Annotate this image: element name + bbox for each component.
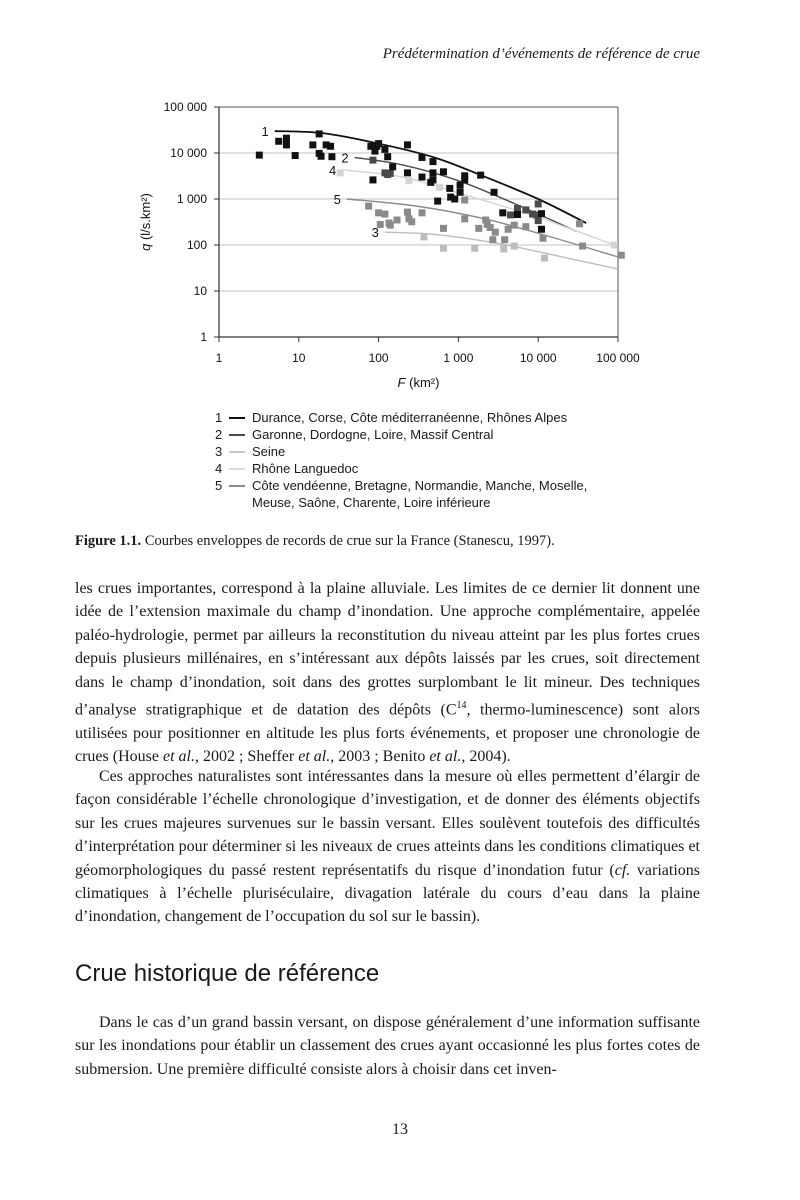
- data-point-series-5: [404, 209, 411, 216]
- superscript: 14: [456, 700, 467, 712]
- data-point-series-1: [461, 176, 468, 183]
- figure-caption: [75, 533, 555, 550]
- legend-item-2: [215, 426, 587, 443]
- curve-label-5: 5: [333, 192, 341, 207]
- data-point-series-5: [475, 225, 482, 232]
- legend-item-1: [215, 409, 587, 426]
- curve-label-2: 2: [341, 150, 349, 166]
- flood-record-chart: [0, 90, 800, 410]
- section-title: Crue historique de référence: [75, 960, 380, 987]
- running-head: Prédétermination d’événements de référence de crue: [382, 46, 700, 62]
- data-point-series-1: [419, 154, 426, 161]
- data-point-series-1: [256, 152, 263, 159]
- data-point-series-5: [522, 223, 529, 230]
- data-point-series-1: [318, 153, 325, 160]
- legend-item-3: [215, 443, 587, 460]
- envelope-curve-4: [342, 170, 614, 245]
- data-point-series-1: [429, 158, 436, 165]
- data-point-series-1: [514, 211, 521, 218]
- data-point-series-1: [283, 141, 290, 148]
- data-point-series-4: [436, 184, 443, 191]
- data-point-series-1: [404, 169, 411, 176]
- data-point-series-1: [292, 152, 299, 159]
- paragraph-2: [75, 765, 700, 929]
- data-point-series-5: [501, 236, 508, 243]
- text-run: variations climatiques à l’échelle pluriséculaire, divagation latérale du cours d’eau dans la plaine d’inondation, changement de l’occupation du sol sur le bassin).: [75, 861, 701, 926]
- gridlines: [219, 153, 618, 291]
- curve-label-3: 3: [371, 225, 379, 241]
- legend-label: Côte vendéenne, Bretagne, Normandie, Manche, Moselle,: [252, 478, 588, 493]
- data-point-series-1: [429, 169, 436, 176]
- data-point-series-2: [507, 211, 514, 218]
- data-point-series-2: [369, 157, 376, 164]
- y-tick-label: 100 000: [163, 100, 207, 114]
- legend-number: 4: [215, 461, 223, 476]
- legend-label-continued: Meuse, Saône, Charente, Loire inférieure: [252, 495, 491, 510]
- data-point-series-1: [404, 141, 411, 148]
- data-point-series-1: [384, 153, 391, 160]
- data-point-series-5: [381, 211, 388, 218]
- figure-label: Figure 1.1.: [75, 533, 142, 549]
- legend-item-5: [215, 477, 587, 494]
- data-point-series-1: [283, 135, 290, 142]
- data-point-series-1: [275, 138, 282, 145]
- data-point-series-3: [440, 245, 447, 252]
- data-point-series-1: [369, 176, 376, 183]
- data-point-series-5: [408, 218, 415, 225]
- text-run: Dans le cas d’un grand bassin versant, on dispose généralement d’une information suffisante sur les inondations pour établir un classement des crues ayant occasionné les plus fortes cotes de submersion. Une première difficulté consiste alors à choisir dans cet inven-: [75, 1014, 700, 1078]
- legend-number: 2: [215, 427, 223, 442]
- data-point-series-5: [505, 226, 512, 233]
- x-tick-label: 10: [292, 351, 306, 365]
- data-point-series-5: [419, 209, 426, 216]
- data-point-series-3: [541, 255, 548, 262]
- legend-label: Durance, Corse, Côte méditerranéenne, Rhônes Alpes: [252, 410, 568, 425]
- data-point-series-5: [393, 216, 400, 223]
- data-point-series-3: [500, 245, 507, 252]
- data-point-series-1: [446, 185, 453, 192]
- data-point-series-1: [499, 209, 506, 216]
- italic-etal: et al.: [162, 748, 195, 766]
- italic-etal: et al.: [298, 748, 331, 766]
- page-number: 13: [392, 1121, 408, 1138]
- data-point-series-5: [492, 229, 499, 236]
- text-run: , 2004).: [461, 748, 511, 766]
- legend-item-4: [215, 460, 587, 477]
- text-run: , 2002 ; Sheffer: [194, 748, 299, 766]
- data-point-series-1: [309, 141, 316, 148]
- legend-line-swatch: [229, 485, 245, 487]
- paragraph-1: [75, 577, 700, 769]
- data-point-series-4: [337, 169, 344, 176]
- curve-label-4: 4: [328, 162, 337, 178]
- data-point-series-2: [535, 200, 542, 207]
- x-tick-label: 1 000: [443, 351, 474, 365]
- data-point-series-1: [389, 163, 396, 170]
- data-point-series-1: [440, 168, 447, 175]
- data-point-series-1: [434, 198, 441, 205]
- data-point-series-5: [375, 209, 382, 216]
- data-point-series-5: [579, 243, 586, 250]
- data-point-series-2: [514, 205, 521, 212]
- data-point-series-1: [451, 196, 458, 203]
- data-point-series-5: [576, 220, 583, 227]
- legend-line-swatch: [229, 468, 245, 470]
- data-point-series-1: [327, 143, 334, 150]
- caption-text: Courbes enveloppes de records de crue sur la France (Stanescu, 1997).: [141, 533, 555, 549]
- chart-legend: [215, 409, 587, 511]
- data-point-series-5: [540, 235, 547, 242]
- data-point-series-3: [471, 245, 478, 252]
- data-point-series-5: [511, 222, 518, 229]
- data-point-series-2: [387, 170, 394, 177]
- data-point-series-5: [387, 222, 394, 229]
- legend-label: Seine: [252, 444, 286, 459]
- legend-line-swatch: [229, 451, 245, 453]
- legend-number: 3: [215, 444, 223, 459]
- y-axis-label: q (l/s.km²): [138, 193, 153, 251]
- data-point-series-3: [420, 233, 427, 240]
- y-tick-label: 10: [193, 284, 207, 298]
- data-point-series-2: [535, 217, 542, 224]
- data-point-series-1: [419, 174, 426, 181]
- legend-label: Garonne, Dordogne, Loire, Massif Central: [252, 427, 494, 442]
- data-point-series-5: [489, 236, 496, 243]
- data-point-series-1: [328, 153, 335, 160]
- data-point-series-5: [461, 197, 468, 204]
- data-point-series-1: [316, 130, 323, 137]
- text-run: les crues importantes, correspond à la plaine alluviale. Les limites de ce dernier lit donnent une idée de l’extension maximale du champ d’inondation. Une approche complémentaire, appelée paléo-hydrologie, permet par ailleurs la reconstitution du niveau atteint par les plus fortes crues depuis plusieurs millénaires, en s’intéressant aux dépôts laissés par les crues, soit directement dans le champ d’inondation, soit dans des grottes surplombant le lit mineur. Des techniques d’analyse stratigraphique et de datation des dépôts (C: [75, 580, 700, 719]
- y-tick-label: 10 000: [170, 146, 207, 160]
- curve-label-1: 1: [261, 124, 269, 140]
- data-point-series-2: [522, 206, 529, 213]
- data-point-series-1: [457, 189, 464, 196]
- legend-label: Rhône Languedoc: [252, 461, 359, 476]
- data-point-series-1: [375, 140, 382, 147]
- data-point-series-4: [611, 242, 618, 249]
- text-run: , 2003 ; Benito: [330, 748, 430, 766]
- legend-line-swatch: [229, 434, 245, 436]
- data-point-series-1: [491, 189, 498, 196]
- x-tick-label: 100: [368, 351, 389, 365]
- italic-etal: et al.: [429, 748, 462, 766]
- data-point-series-1: [538, 226, 545, 233]
- y-tick-label: 100: [186, 238, 207, 252]
- data-point-series-5: [461, 215, 468, 222]
- y-tick-label: 1: [200, 330, 207, 344]
- text-run: , thermo-luminescence) sont alors utilisées pour positionner en altitude les plus forts événements, et proposer une chronologie de crues (House: [75, 701, 701, 766]
- data-point-series-1: [381, 146, 388, 153]
- data-point-series-5: [440, 225, 447, 232]
- italic-cf: cf.: [614, 861, 631, 879]
- legend-line-swatch: [229, 417, 245, 419]
- data-point-series-1: [429, 176, 436, 183]
- data-point-series-5: [365, 203, 372, 210]
- y-tick-label: 1 000: [176, 192, 207, 206]
- x-tick-label: 100 000: [596, 351, 640, 365]
- data-point-series-4: [405, 177, 412, 184]
- data-point-series-1: [477, 172, 484, 179]
- text-run: Ces approches naturalistes sont intéressantes dans la mesure où elles permettent d’élargir de façon considérable l’échelle chronologique d’investigation, et de donner des éléments objectifs sur les crues majeures survenues sur le bassin versant. Elles soulèvent toutefois des difficultés d’interprétation pour déterminer si les niveaux de crues atteints dans les conditions climatiques et géomorphologiques du passé restent représentatifs du risque d’inondation futur (: [75, 768, 700, 879]
- x-tick-label: 10 000: [519, 351, 557, 365]
- legend-number: 1: [215, 410, 223, 425]
- legend-number: 5: [215, 478, 223, 493]
- x-axis-label: F (km²): [397, 375, 440, 390]
- data-point-series-1: [538, 210, 545, 217]
- x-tick-label: 1: [215, 351, 223, 365]
- data-point-series-5: [618, 252, 625, 259]
- paragraph-3: [75, 1011, 700, 1081]
- data-point-series-3: [511, 243, 518, 250]
